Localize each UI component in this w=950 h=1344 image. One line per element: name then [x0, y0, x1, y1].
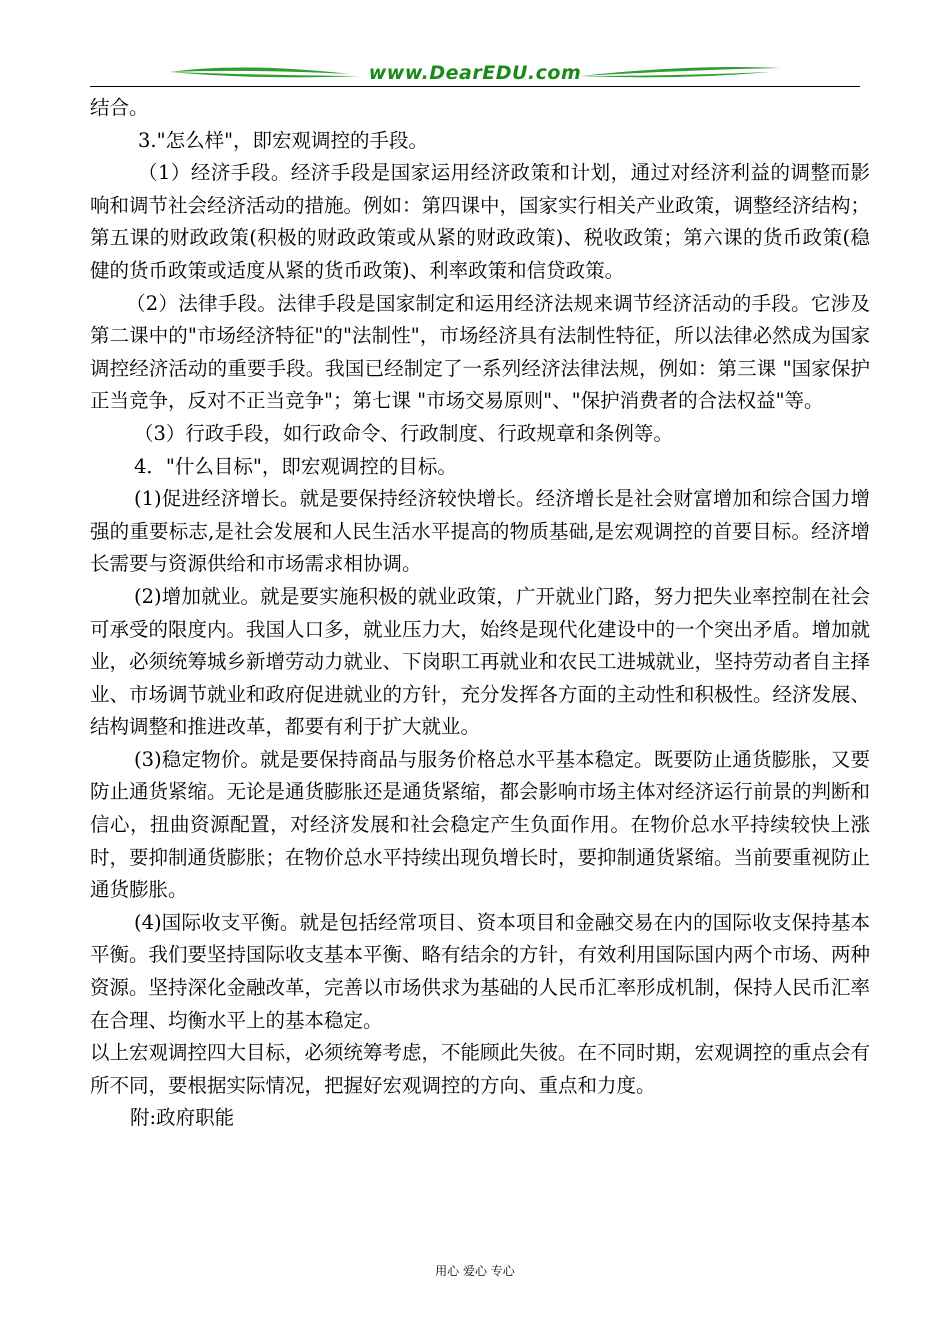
paragraph: 结合。: [90, 96, 149, 119]
document-body: [90, 92, 870, 1135]
paragraph: (2)增加就业。就是要实施积极的就业政策，广开就业门路，努力把失业率控制在社会可承受的限度内。我国人口多，就业压力大，始终是现代化建设中的一个突出矛盾。增加就业，必须统筹城乡新增劳动力就业、下岗职工再就业和农民工进城就业，坚持劳动者自主择业、市场调节就业和政府促进就业的方针，充分发挥各方面的主动性和积极性。经济发展、结构调整和推进改革，都要有利于扩大就业。: [90, 584, 871, 739]
page-footer: 用心 爱心 专心: [435, 1264, 515, 1278]
paragraph: (1)促进经济增长。就是要保持经济较快增长。经济增长是社会财富增加和综合国力增强的重要标志,是社会发展和人民生活水平提高的物质基础,是宏观调控的首要目标。经济增长需要与资源供给和市场需求相协调。: [90, 487, 870, 576]
paragraph: (3)稳定物价。就是要保持商品与服务价格总水平基本稳定。既要防止通货膨胀，又要防止通货紧缩。无论是通货膨胀还是通货紧缩，都会影响市场主体对经济运行前景的判断和信心，扭曲资源配置，对经济发展和社会稳定产生负面作用。在物价总水平持续较快上涨时，要抑制通货膨胀；在物价总水平持续出现负增长时，要抑制通货紧缩。当前要重视防止通货膨胀。: [90, 747, 871, 902]
site-logo-text: www.DearEDU.com: [368, 62, 582, 84]
paragraph: 以上宏观调控四大目标，必须统筹考虑，不能顾此失彼。在不同时期，宏观调控的重点会有所不同，要根据实际情况，把握好宏观调控的方向、重点和力度。: [90, 1041, 871, 1097]
appendix-heading: 附:政府职能: [130, 1106, 235, 1130]
header-rule: [90, 86, 860, 87]
section-heading: 4．"什么目标"，即宏观调控的目标。: [134, 454, 457, 478]
section-heading: 3."怎么样"，即宏观调控的手段。: [138, 128, 429, 152]
paragraph: （1）经济手段。经济手段是国家运用经济政策和计划，通过对经济利益的调整而影响和调节社会经济活动的措施。例如：第四课中，国家实行相关产业政策，调整经济结构；第五课的财政政策(积极的财政政策或从紧的财政政策)、税收政策；第六课的货币政策(稳健的货币政策或适度从紧的货币政策)、利率政策和信贷政策。: [90, 161, 871, 282]
paragraph: （3）行政手段，如行政命令、行政制度、行政规章和条例等。: [134, 421, 673, 445]
paragraph: (4)国际收支平衡。就是包括经常项目、资本项目和金融交易在内的国际收支保持基本平衡。我们要坚持国际收支基本平衡、略有结余的方针，有效利用国际国内两个市场、两种资源。坚持深化金融改革，完善以市场供求为基础的人民币汇率形成机制，保持人民币汇率在合理、均衡水平上的基本稳定。: [90, 910, 871, 1032]
paragraph: （2）法律手段。法律手段是国家制定和运用经济法规来调节经济活动的手段。它涉及第二课中的"市场经济特征"的"法制性"，市场经济具有法制性特征，所以法律必然成为国家调控经济活动的重要手段。我国已经制定了一系列经济法律法规，例如：第三课 "国家保护正当竞争，反对不正当竞争"；第七课 "市场交易原则"、"保护消费者的合法权益"等。: [90, 291, 870, 413]
